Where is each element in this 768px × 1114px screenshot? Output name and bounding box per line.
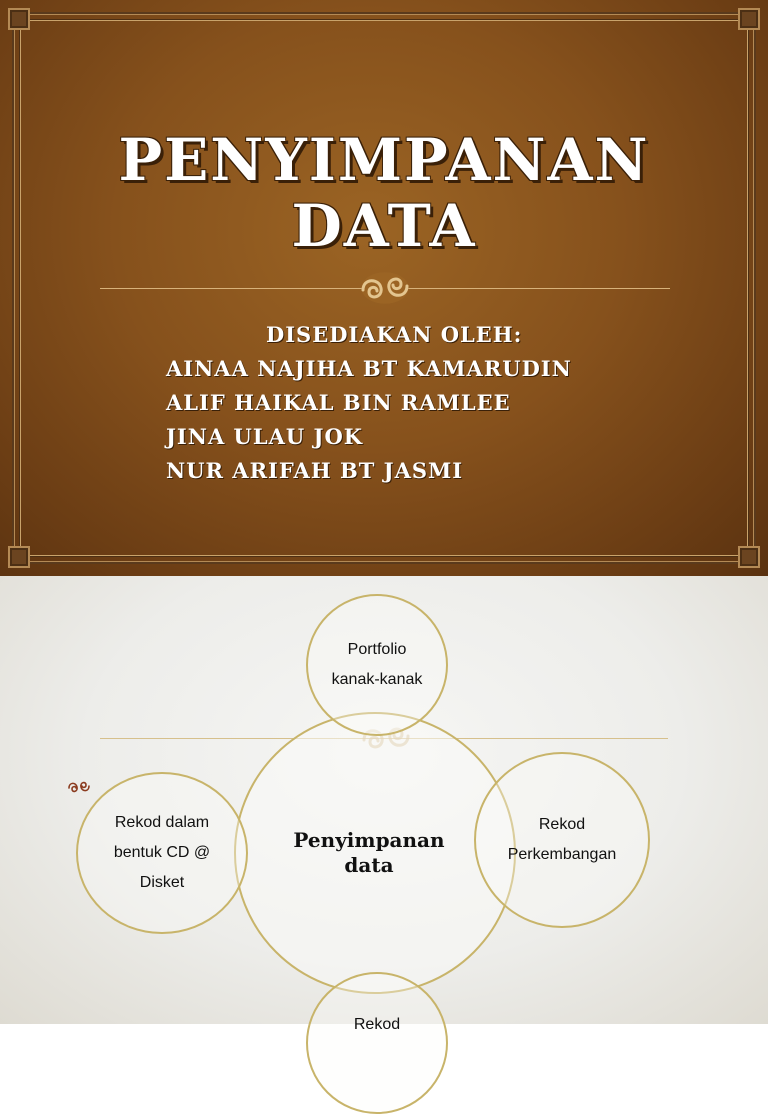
presented-by-label: DISEDIAKAN OLEH: (266, 322, 523, 347)
frame-corner-bottom-right (738, 546, 760, 568)
slide-title-line-2: DATA (291, 192, 477, 260)
left-node-label: Rekod dalam bentuk CD @ Disket (113, 814, 211, 891)
slide-title-line-1: PENYIMPANAN (118, 126, 650, 194)
right-node (474, 752, 650, 928)
frame-corner-top-left (8, 8, 30, 30)
top-node (306, 594, 448, 736)
diagram-slide (0, 576, 768, 1033)
author-name: ALIF HAIKAL BIN RAMLEE (166, 390, 511, 415)
frame-corner-bottom-left (8, 546, 30, 568)
center-node (234, 712, 516, 994)
center-node-label: Penyimpanan data (293, 828, 445, 877)
top-node-label: Portfolio kanak-kanak (331, 641, 423, 688)
bottom-node (306, 972, 448, 1114)
left-node (76, 772, 248, 934)
right-node-label: Rekod Perkembangan (507, 816, 617, 863)
author-name: JINA ULAU JOK (166, 424, 364, 449)
swirl-ornament-icon (355, 268, 415, 308)
author-name: NUR ARIFAH BT JASMI (166, 458, 464, 483)
author-name: AINAA NAJIHA BT KAMARUDIN (166, 356, 572, 381)
author-list (166, 318, 572, 488)
frame-corner-top-right (738, 8, 760, 30)
bottom-node-label: Rekod (353, 1016, 401, 1033)
swirl-bullet-icon (66, 778, 92, 796)
